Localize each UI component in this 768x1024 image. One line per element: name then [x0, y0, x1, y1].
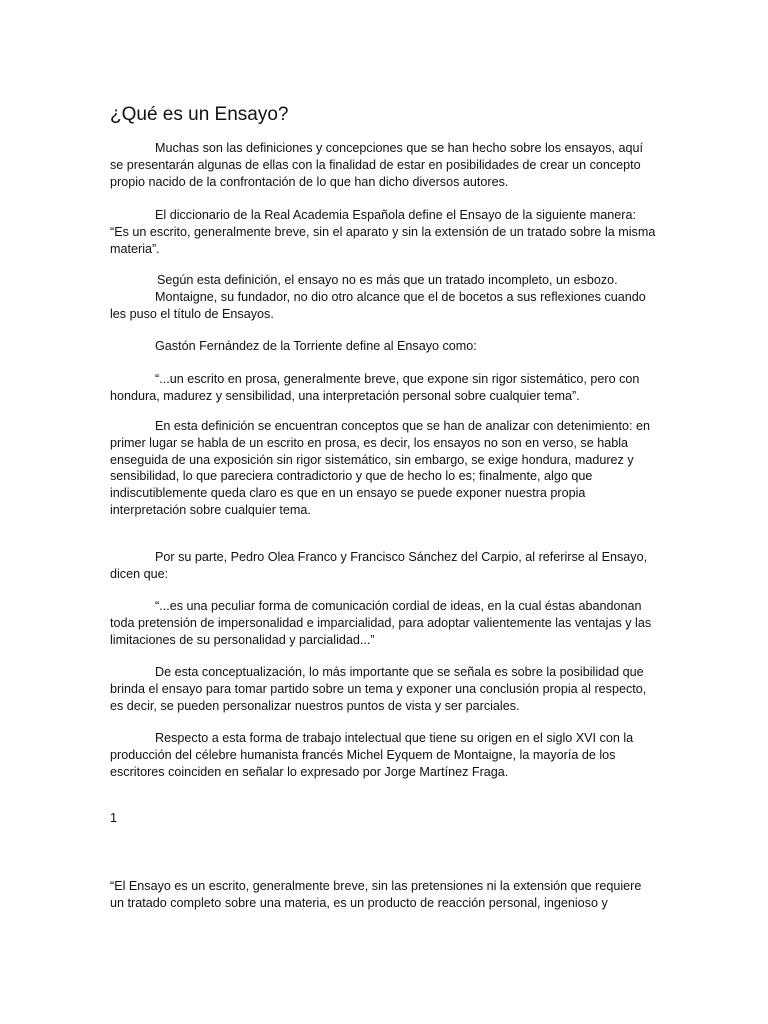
paragraph-rae-definition: El diccionario de la Real Academia Española define el Ensayo de la siguiente manera: “Es un escrito, generalmente breve, sin el aparato y sin la extensión de un tratado sobre la misma materia”. [110, 208, 656, 256]
paragraph-rae-analysis: Según esta definición, el ensayo no es más que un tratado incompleto, un esbozo. [157, 273, 618, 287]
page-number: 1 [110, 811, 118, 825]
paragraph-montaigne: Montaigne, su fundador, no dio otro alcance que el de bocetos a sus reflexiones cuando les puso el título de Ensayos. [110, 290, 646, 321]
page-title: ¿Qué es un Ensayo? [110, 104, 289, 125]
paragraph-torriente-intro: Gastón Fernández de la Torriente define al Ensayo como: [155, 339, 477, 353]
paragraph-olea-sanchez-intro: Por su parte, Pedro Olea Franco y Francisco Sánchez del Carpio, al referirse al Ensayo, dicen que: [110, 550, 648, 581]
paragraph-torriente-quote: “...un escrito en prosa, generalmente breve, que expone sin rigor sistemático, pero con hondura, madurez y sensibilidad, una interpretación personal sobre cualquier tema”. [110, 372, 640, 403]
paragraph-conceptualization: De esta conceptualización, lo más importante que se señala es sobre la posibilidad que brinda el ensayo para tomar partido sobre un tema y exponer una conclusión propia al respecto, es decir, se pueden personalizar nuestros puntos de vista y ser parciales. [110, 665, 647, 713]
paragraph-martinez-fraga-quote: “El Ensayo es un escrito, generalmente breve, sin las pretensiones ni la extensión que requiere un tratado completo sobre una materia, es un producto de reacción personal, ingenioso y [110, 879, 642, 910]
paragraph-olea-sanchez-quote: “...es una peculiar forma de comunicación cordial de ideas, en la cual éstas abandonan toda pretensión de impersonalidad e imparcialidad, para adoptar valientemente las ventajas y las limitaciones de su personalidad y parcialidad...” [110, 599, 652, 647]
paragraph-intro: Muchas son las definiciones y concepciones que se han hecho sobre los ensayos, aquí se presentarán algunas de ellas con la finalidad de estar en posibilidades de crear un concepto propio nacido de la confrontación de lo que han dicho diversos autores. [110, 141, 643, 189]
paragraph-montaigne-origin: Respecto a esta forma de trabajo intelectual que tiene su origen en el siglo XVI con la producción del célebre humanista francés Michel Eyquem de Montaigne, la mayoría de los escritores coinciden en señalar lo expresado por Jorge Martínez Fraga. [110, 731, 634, 779]
paragraph-definition-analysis: En esta definición se encuentran conceptos que se han de analizar con detenimiento: en primer lugar se habla de un escrito en prosa, es decir, los ensayos no son en verso, se habla enseguida de una exposición sin rigor sistemático, sin embargo, se exige hondura, madurez y sensibilidad, lo que pareciera contradictorio y que de hecho lo es; finalmente, algo que indiscutiblemente queda claro es que en un ensayo se puede exponer nuestra propia interpretación sobre cualquier tema. [110, 419, 650, 517]
